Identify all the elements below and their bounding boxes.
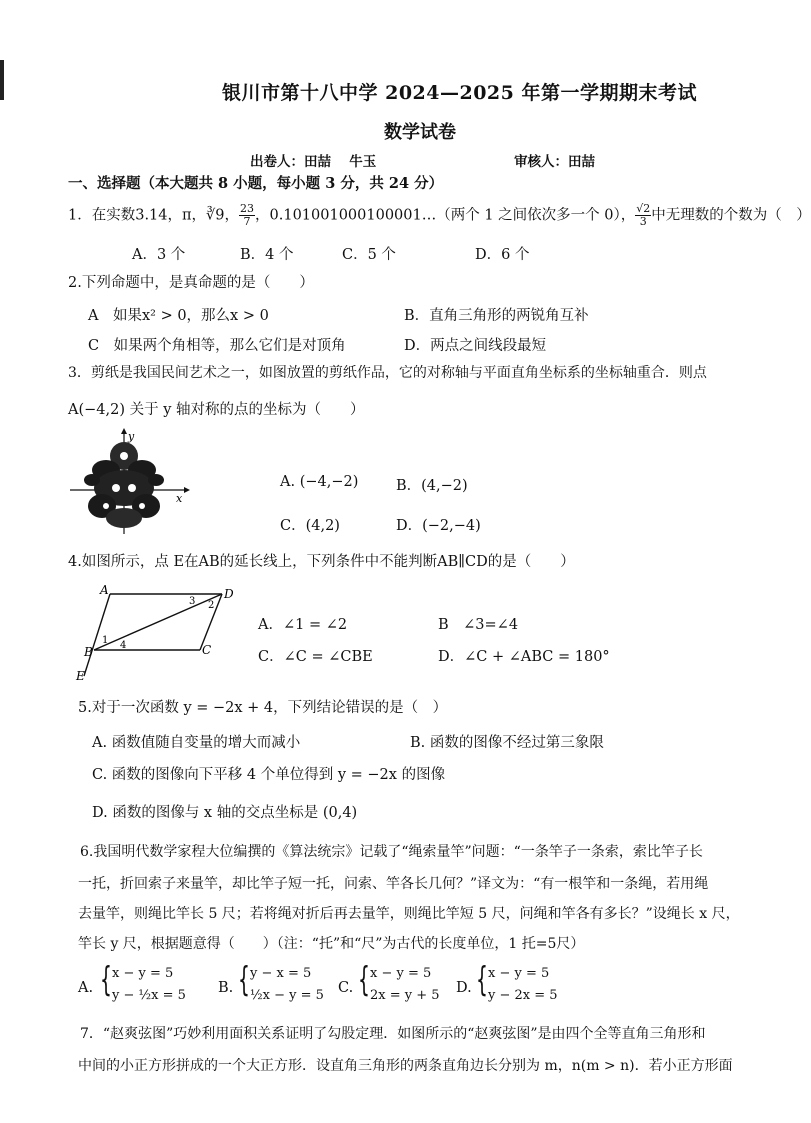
question-6-line3: 去量竿，则绳比竿长 5 尺；若将绳对折后再去量竿，则绳比竿短 5 尺，问绳和竿各有多长？”设绳长 x 尺， [78, 906, 740, 922]
q4-option-a: A．∠1 = ∠2 [258, 617, 348, 633]
q1-frac2-num: √2 [636, 202, 651, 215]
q2-option-a: A 如果x² > 0，那么x > 0 [88, 308, 269, 324]
q6-option-a-eq2: y − ½x = 5 [112, 988, 186, 1003]
q1-option-b: B．4 个 [240, 247, 294, 263]
author-line: 出卷人：田喆 牛玉 [250, 154, 377, 170]
q6-option-a-eq1: x − y = 5 [112, 966, 174, 981]
q6-option-b-letter: B. [218, 980, 234, 996]
question-6-line2: 一托，折回索子来量竿，却比竿子短一托，问索、竿各长几何？”译文为：“有一根竿和一条绳，若用绳 [78, 876, 709, 892]
q3-option-c: C．(4,2) [280, 518, 340, 534]
label-b: B [84, 645, 93, 659]
question-2-stem: 2.下列命题中，是真命题的是（ ） [68, 275, 314, 291]
q1-frac-den: 7 [243, 215, 251, 228]
label-a: A [100, 583, 109, 597]
q1-fraction-sqrt2-3 [635, 203, 651, 228]
q2-option-b: B．直角三角形的两锐角互补 [404, 308, 589, 324]
question-4-stem: 4.如图所示，点 E在AB的延长线上，下列条件中不能判断AB∥CD的是（ ） [68, 554, 575, 570]
q2-option-d: D．两点之间线段最短 [404, 338, 547, 354]
q6-option-c-brace: { [358, 960, 370, 1000]
q5-option-c: C. 函数的图像向下平移 4 个单位得到 y = −2x 的图像 [92, 767, 446, 783]
q1-frac2-den: 3 [639, 215, 647, 228]
question-3-stem-line2: A(−4,2) 关于 y 轴对称的点的坐标为（ ） [68, 402, 365, 418]
q6-option-d-eq1: x − y = 5 [488, 966, 550, 981]
x-axis-label: x [176, 492, 183, 505]
q1-option-d: D．6 个 [475, 247, 530, 263]
angle-1-label: 1 [102, 635, 109, 646]
q1-stem-c: 中无理数的个数为（ ） [651, 207, 811, 224]
q3-option-a: A. (−4,−2) [280, 474, 359, 490]
x-axis-arrow [184, 487, 190, 493]
label-d: D [224, 587, 234, 601]
q5-option-d: D. 函数的图像与 x 轴的交点坐标是 (0,4) [92, 805, 358, 821]
parallelogram-figure [74, 584, 240, 684]
q6-option-c-eq2: 2x = y + 5 [370, 988, 440, 1003]
q1-option-c: C．5 个 [342, 247, 396, 263]
q6-option-a-letter: A. [78, 980, 94, 996]
q6-option-b-eq1: y − x = 5 [250, 966, 312, 981]
q2-option-c: C 如果两个角相等，那么它们是对顶角 [88, 338, 346, 354]
q5-option-a: A. 函数值随自变量的增大而减小 [92, 735, 301, 751]
y-axis-label: y [128, 430, 135, 443]
y-axis-arrow [121, 428, 127, 434]
angle-4-label: 4 [120, 640, 127, 651]
q1-fraction-23-7 [239, 203, 255, 228]
q6-option-b-eq2: ½x − y = 5 [250, 988, 324, 1003]
exam-subtitle: 数学试卷 [384, 122, 456, 143]
scan-edge-mark [0, 60, 4, 100]
q6-option-b-brace: { [238, 960, 250, 1000]
paper-cut-pattern [84, 442, 164, 528]
q5-option-b: B. 函数的图像不经过第三象限 [410, 735, 604, 751]
q4-option-c: C．∠C = ∠CBE [258, 649, 373, 665]
label-e: E [76, 669, 85, 683]
question-1-stem [68, 203, 811, 228]
reviewer-line: 审核人：田喆 [514, 154, 595, 170]
question-3-stem-line1: 3．剪纸是我国民间艺术之一，如图放置的剪纸作品，它的对称轴与平面直角坐标系的坐标轴重合．则点 [68, 365, 707, 381]
q4-option-d: D．∠C + ∠ABC = 180° [438, 649, 610, 665]
q1-frac-num: 23 [240, 202, 255, 215]
angle-2-label: 2 [208, 600, 215, 611]
question-6-line4: 竿长 y 尺，根据题意得（ ）（注：“托”和“尺”为古代的长度单位，1 托=5尺） [78, 936, 585, 952]
exam-title: 银川市第十八中学 2024—2025 年第一学期期末考试 [222, 82, 697, 104]
angle-3-label: 3 [189, 596, 196, 607]
q6-option-d-letter: D. [456, 980, 472, 996]
q6-option-c-eq1: x − y = 5 [370, 966, 432, 981]
section-heading: 一、选择题（本大题共 8 小题，每小题 3 分，共 24 分） [68, 175, 444, 192]
question-7-line2: 中间的小正方形拼成的一个大正方形．设直角三角形的两条直角边长分别为 m，n(m > n)．若小正方形面 [78, 1058, 733, 1074]
q1-stem-a: 1．在实数3.14，π，∛9， [68, 207, 240, 224]
q4-option-b: B ∠3=∠4 [438, 617, 519, 633]
question-5-stem: 5.对于一次函数 y = −2x + 4，下列结论错误的是（ ） [78, 700, 448, 716]
q3-option-b: B．(4,−2) [396, 478, 468, 494]
q6-option-c-letter: C. [338, 980, 354, 996]
q6-option-d-eq2: y − 2x = 5 [488, 988, 558, 1003]
q6-option-a-brace: { [100, 960, 112, 1000]
question-7-line1: 7．“赵爽弦图”巧妙利用面积关系证明了勾股定理．如图所示的“赵爽弦图”是由四个全等直角三角形和 [80, 1026, 706, 1042]
paper-cut-figure [66, 426, 192, 536]
q6-option-d-brace: { [476, 960, 488, 1000]
q1-option-a: A．3 个 [132, 247, 186, 263]
question-6-line1: 6.我国明代数学家程大位编撰的《算法统宗》记载了“绳索量竿”问题：“一条竿子一条索，索比竿子长 [80, 844, 703, 860]
q1-stem-b: ，0.101001000100001…（两个 1 之间依次多一个 0）， [255, 207, 636, 224]
q3-option-d: D．(−2,−4) [396, 518, 481, 534]
label-c: C [202, 643, 212, 657]
